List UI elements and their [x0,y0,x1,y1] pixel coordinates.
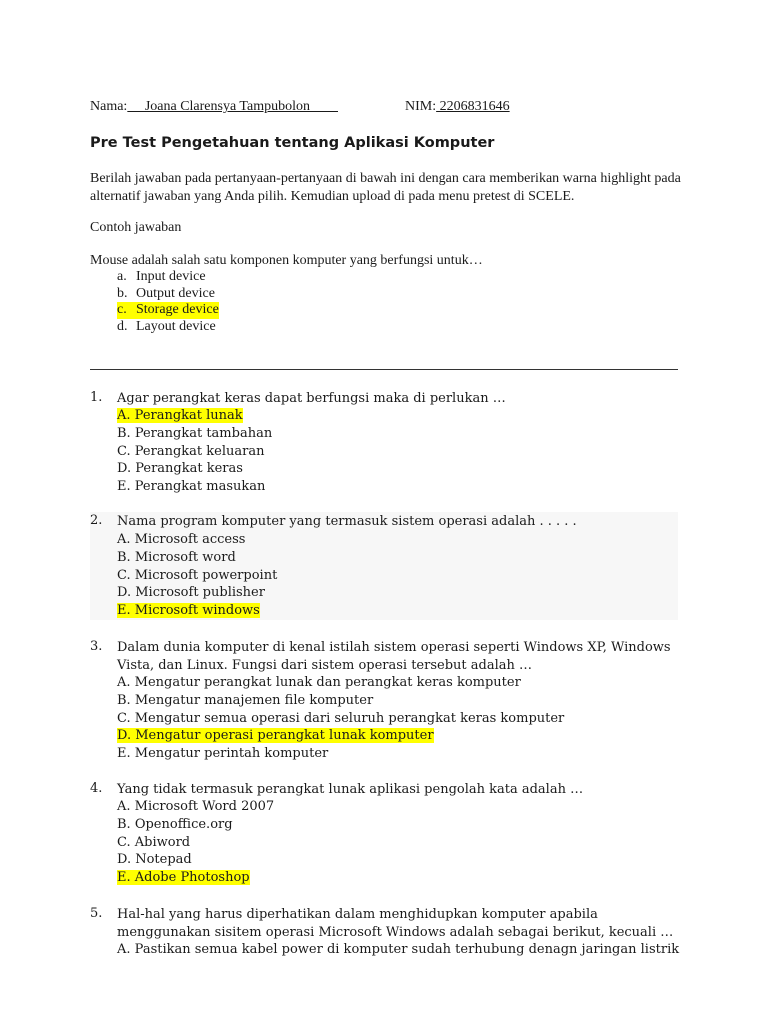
answer-option: D. Microsoft publisher [117,585,265,601]
answer-option: B. Microsoft word [117,549,236,565]
answer-option: B. Openoffice.org [117,816,233,832]
answer-option: C. Mengatur semua operasi dari seluruh perangkat keras komputer [117,710,565,726]
section-divider [90,369,678,370]
answer-option: B. Mengatur manajemen file komputer [117,692,374,708]
question-number: 2. [90,513,103,528]
question-stem: Nama program komputer yang termasuk sistem operasi adalah . . . . . [117,514,577,529]
answer-options [117,798,274,887]
example-option: b. Output device [117,285,215,301]
answer-option-highlighted: D. Mengatur operasi perangkat lunak komputer [117,728,434,744]
name-value: Joana Clarensya Tampubolon [127,99,338,114]
answer-option [117,869,274,887]
question-stem: Hal-hal yang harus diperhatikan dalam menghidupkan komputer apabila menggunakan sisitem operasi Microsoft Windows adalah sebagai berikut, kecuali … [117,907,674,940]
answer-option [117,407,272,425]
answer-option-highlighted: E. Microsoft windows [117,603,260,619]
answer-option [117,727,564,745]
instruction-text: Berilah jawaban pada pertanyaan-pertanyaan di bawah ini dengan cara memberikan warna highlight pada alternatif jawaban yang Anda pilih. Kemudian upload di pada menu pretest di SCELE. [90,171,681,204]
example-option-text: Output device [136,285,215,301]
question-number: 4. [90,781,103,796]
answer-options [117,531,277,620]
example-option-highlighted: c. Storage device [117,302,219,317]
example-option-text: Storage device [136,302,219,317]
answer-options [117,674,564,763]
nim-label: NIM: [405,99,437,114]
name-line [90,99,338,115]
question-number: 3. [90,639,103,654]
example-option-text: Input device [136,269,206,284]
example-option-text: Layout device [136,318,216,334]
example-question: Mouse adalah salah satu komponen komputer yang berfungsi untuk… [90,253,483,268]
answer-option: D. Notepad [117,852,192,868]
answer-option: E. Perangkat masukan [117,479,266,495]
question-number: 1. [90,390,103,405]
question-number: 5. [90,906,103,921]
answer-option: A. Pastikan semua kabel power di komputer sudah terhubung denagn jaringan listrik [117,942,680,957]
example-option: a. Input device [117,269,206,284]
question-stem: Yang tidak termasuk perangkat lunak aplikasi pengolah kata adalah … [117,782,584,797]
nim-value: 2206831646 [436,99,510,114]
example-option: d. Layout device [117,318,216,334]
question-stem: Agar perangkat keras dapat berfungsi maka di perlukan … [117,391,506,406]
answer-option [117,602,277,620]
page-title: Pre Test Pengetahuan tentang Aplikasi Komputer [90,135,495,151]
name-label: Nama: [90,99,128,114]
example-options [117,269,219,335]
answer-options [117,407,272,496]
answer-option-highlighted: E. Adobe Photoshop [117,870,250,886]
nim-line [405,99,510,115]
answer-option: D. Perangkat keras [117,461,243,477]
answer-option: E. Mengatur perintah komputer [117,746,329,762]
answer-option: A. Microsoft access [117,532,246,547]
answer-option: C. Microsoft powerpoint [117,567,278,583]
answer-option: C. Abiword [117,834,191,850]
answer-option: C. Perangkat keluaran [117,443,265,459]
answer-options [117,941,679,959]
answer-option-highlighted: A. Perangkat lunak [117,408,243,423]
example-label: Contoh jawaban [90,220,182,235]
answer-option: A. Mengatur perangkat lunak dan perangkat keras komputer [117,675,521,690]
question-stem: Dalam dunia komputer di kenal istilah sistem operasi seperti Windows XP, Windows Vista, dan Linux. Fungsi dari sistem operasi tersebut adalah … [117,640,671,673]
answer-option: B. Perangkat tambahan [117,425,273,441]
answer-option: A. Microsoft Word 2007 [117,799,275,814]
